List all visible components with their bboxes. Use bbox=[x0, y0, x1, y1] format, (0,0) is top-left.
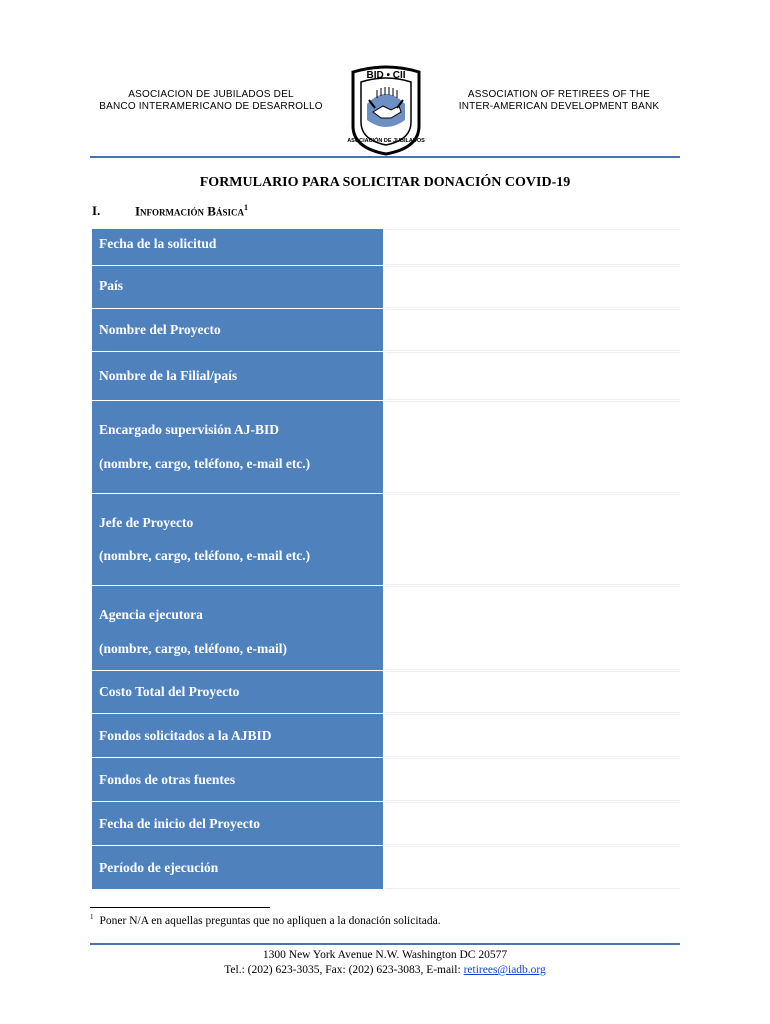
field-value-pais[interactable] bbox=[385, 266, 680, 308]
header-right-line2: INTER-AMERICAN DEVELOPMENT BANK bbox=[458, 101, 660, 112]
field-row-nombre-proyecto bbox=[92, 309, 680, 351]
field-row-pais bbox=[92, 266, 680, 308]
field-value-periodo-ejecucion[interactable] bbox=[385, 846, 680, 889]
field-label: Agencia ejecutora (nombre, cargo, teléfono, e-mail) bbox=[92, 586, 383, 670]
header-left-line2: BANCO INTERAMERICANO DE DESARROLLO bbox=[99, 101, 323, 112]
field-row-fondos-solicitados bbox=[92, 714, 680, 757]
field-row-jefe-proyecto bbox=[92, 494, 680, 585]
footnote-marker: 1 bbox=[90, 913, 94, 921]
field-label: Nombre de la Filial/país bbox=[92, 352, 383, 400]
footnote-divider bbox=[90, 907, 270, 908]
field-value-nombre-filial[interactable] bbox=[385, 352, 680, 400]
svg-text:ASOCIACIÓN DE JUBILADOS: ASOCIACIÓN DE JUBILADOS bbox=[347, 138, 425, 144]
field-label: País bbox=[92, 266, 383, 308]
header-right-org bbox=[434, 89, 684, 113]
field-label: Fondos solicitados a la AJBID bbox=[92, 714, 383, 757]
header-right-line1: ASSOCIATION OF RETIREES OF THE bbox=[467, 89, 651, 100]
field-row-encargado-supervision bbox=[92, 401, 680, 493]
field-label: Jefe de Proyecto (nombre, cargo, teléfono, e-mail etc.) bbox=[92, 494, 383, 585]
field-row-fecha-solicitud bbox=[92, 229, 680, 265]
header-divider bbox=[90, 156, 680, 158]
email-link[interactable]: retirees@iadb.org bbox=[463, 964, 546, 976]
contact-line: Tel.: (202) 623-3035, Fax: (202) 623-3083, E-mail: retirees@iadb.org bbox=[224, 964, 546, 976]
form-title: FORMULARIO PARA SOLICITAR DONACIÓN COVID-19 bbox=[199, 175, 571, 190]
association-logo bbox=[347, 60, 425, 156]
field-row-periodo-ejecucion bbox=[92, 846, 680, 889]
field-label: Nombre del Proyecto bbox=[92, 309, 383, 351]
street-address: 1300 New York Avenue N.W. Washington DC 20577 bbox=[262, 949, 508, 961]
field-value-fecha-solicitud[interactable] bbox=[385, 229, 680, 265]
field-row-nombre-filial bbox=[92, 352, 680, 400]
field-label: Fondos de otras fuentes bbox=[92, 758, 383, 801]
field-row-agencia-ejecutora bbox=[92, 586, 680, 670]
footnote-text: Poner N/A en aquellas preguntas que no apliquen a la donación solicitada. bbox=[99, 914, 441, 927]
footnote bbox=[90, 913, 441, 927]
section-title: Información Básica$^1$ bbox=[135, 203, 248, 219]
field-label: Costo Total del Proyecto bbox=[92, 671, 383, 713]
footer-divider bbox=[90, 943, 680, 945]
field-value-fecha-inicio[interactable] bbox=[385, 802, 680, 845]
field-row-fondos-otras-fuentes bbox=[92, 758, 680, 801]
field-value-nombre-proyecto[interactable] bbox=[385, 309, 680, 351]
footer-address bbox=[90, 948, 680, 978]
field-value-fondos-solicitados[interactable] bbox=[385, 714, 680, 757]
field-label: Período de ejecución bbox=[92, 846, 383, 889]
header-left-org bbox=[86, 89, 336, 113]
field-value-costo-total[interactable] bbox=[385, 671, 680, 713]
footnote-ref: 1 bbox=[243, 203, 248, 212]
field-value-encargado-supervision[interactable] bbox=[385, 401, 680, 493]
section-number: I. bbox=[92, 203, 101, 218]
field-value-fondos-otras-fuentes[interactable] bbox=[385, 758, 680, 801]
header-left-line1: ASOCIACION DE JUBILADOS DEL bbox=[128, 89, 294, 100]
field-value-jefe-proyecto[interactable] bbox=[385, 494, 680, 585]
field-label: Fecha de inicio del Proyecto bbox=[92, 802, 383, 845]
svg-text:BID • CII: BID • CII bbox=[366, 70, 406, 81]
field-label: Fecha de la solicitud bbox=[92, 229, 383, 265]
field-row-costo-total bbox=[92, 671, 680, 713]
field-row-fecha-inicio bbox=[92, 802, 680, 845]
field-value-agencia-ejecutora[interactable] bbox=[385, 586, 680, 670]
field-label: Encargado supervisión AJ-BID (nombre, cargo, teléfono, e-mail etc.) bbox=[92, 401, 383, 493]
